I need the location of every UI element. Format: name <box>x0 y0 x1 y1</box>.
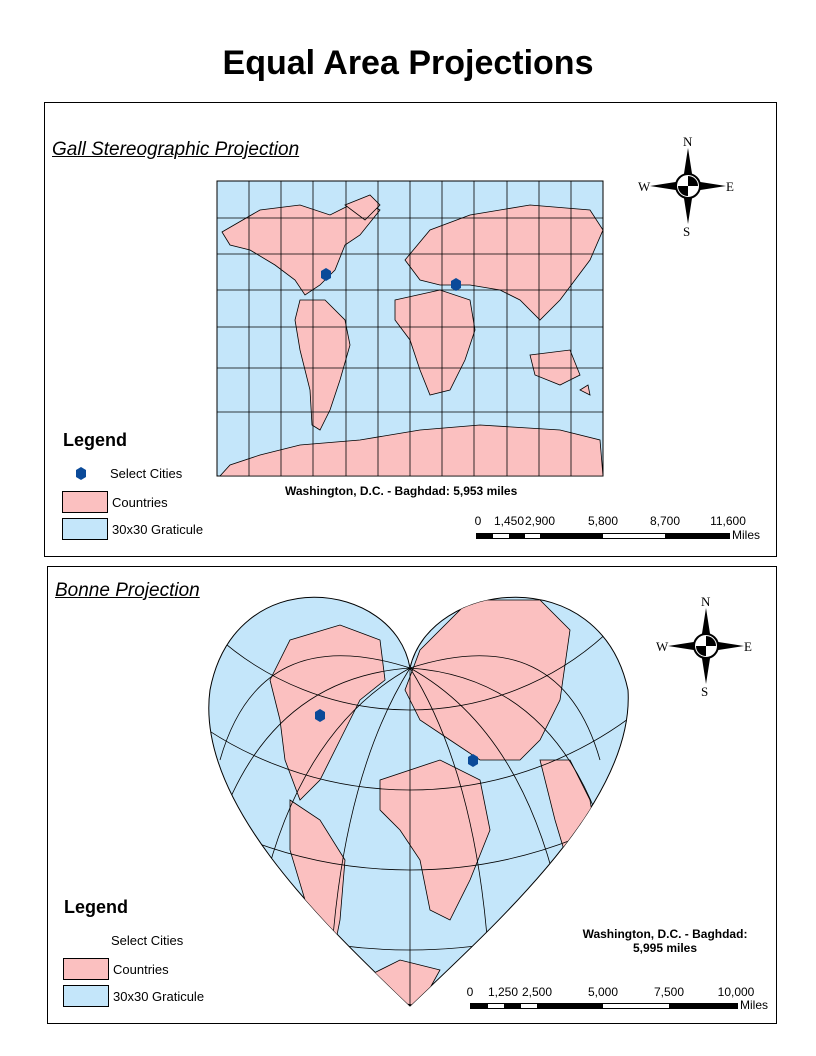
gall-title: Gall Stereographic Projection <box>52 139 300 160</box>
south-label: S <box>683 224 691 239</box>
east-label: E <box>744 639 752 654</box>
scale-tick: 7,500 <box>653 985 685 999</box>
gall-distance-label: Washington, D.C. - Baghdad: 5,953 miles <box>285 484 518 498</box>
bonne-scale-unit: Miles <box>740 998 769 1012</box>
bonne-scale-bar <box>470 1003 738 1009</box>
page-title: Equal Area Projections <box>222 44 594 82</box>
scale-tick: 5,800 <box>587 514 619 528</box>
south-label: S <box>701 684 709 699</box>
legend-label: Countries <box>113 961 169 977</box>
west-label: W <box>656 639 669 654</box>
gall-scale-unit: Miles <box>732 528 761 542</box>
north-arrow-icon <box>668 608 744 684</box>
legend-label: 30x30 Graticule <box>113 988 205 1004</box>
legend-label: 30x30 Graticule <box>112 521 204 537</box>
legend-item-countries <box>63 958 169 980</box>
legend-item-cities: Select Cities <box>110 466 183 481</box>
north-label: N <box>683 134 693 149</box>
distance-line: Washington, D.C. - Baghdad: <box>582 927 748 941</box>
legend-label: Countries <box>112 494 168 510</box>
scale-tick: 0 <box>466 985 474 999</box>
countries-swatch <box>63 958 109 980</box>
north-label: N <box>701 594 711 609</box>
bonne-distance-label <box>570 927 760 955</box>
bonne-legend-heading: Legend <box>64 897 129 917</box>
bonne-title: Bonne Projection <box>55 580 200 601</box>
scale-tick: 2,500 <box>521 985 553 999</box>
legend-item-cities: Select Cities <box>111 933 184 948</box>
east-label: E <box>726 179 734 194</box>
scale-tick: 8,700 <box>649 514 681 528</box>
scale-tick: 10,000 <box>717 985 755 999</box>
scale-tick: 0 <box>474 514 482 528</box>
gall-legend-heading: Legend <box>63 430 128 450</box>
distance-line: 5,995 miles <box>632 941 698 955</box>
bonne-scale-ticks <box>0 985 816 1001</box>
scale-tick: 2,900 <box>524 514 556 528</box>
scale-tick: 1,250 <box>487 985 519 999</box>
scale-tick: 1,450 <box>493 514 525 528</box>
west-label: W <box>638 179 651 194</box>
scale-tick: 5,000 <box>587 985 619 999</box>
scale-tick: 11,600 <box>710 514 746 528</box>
